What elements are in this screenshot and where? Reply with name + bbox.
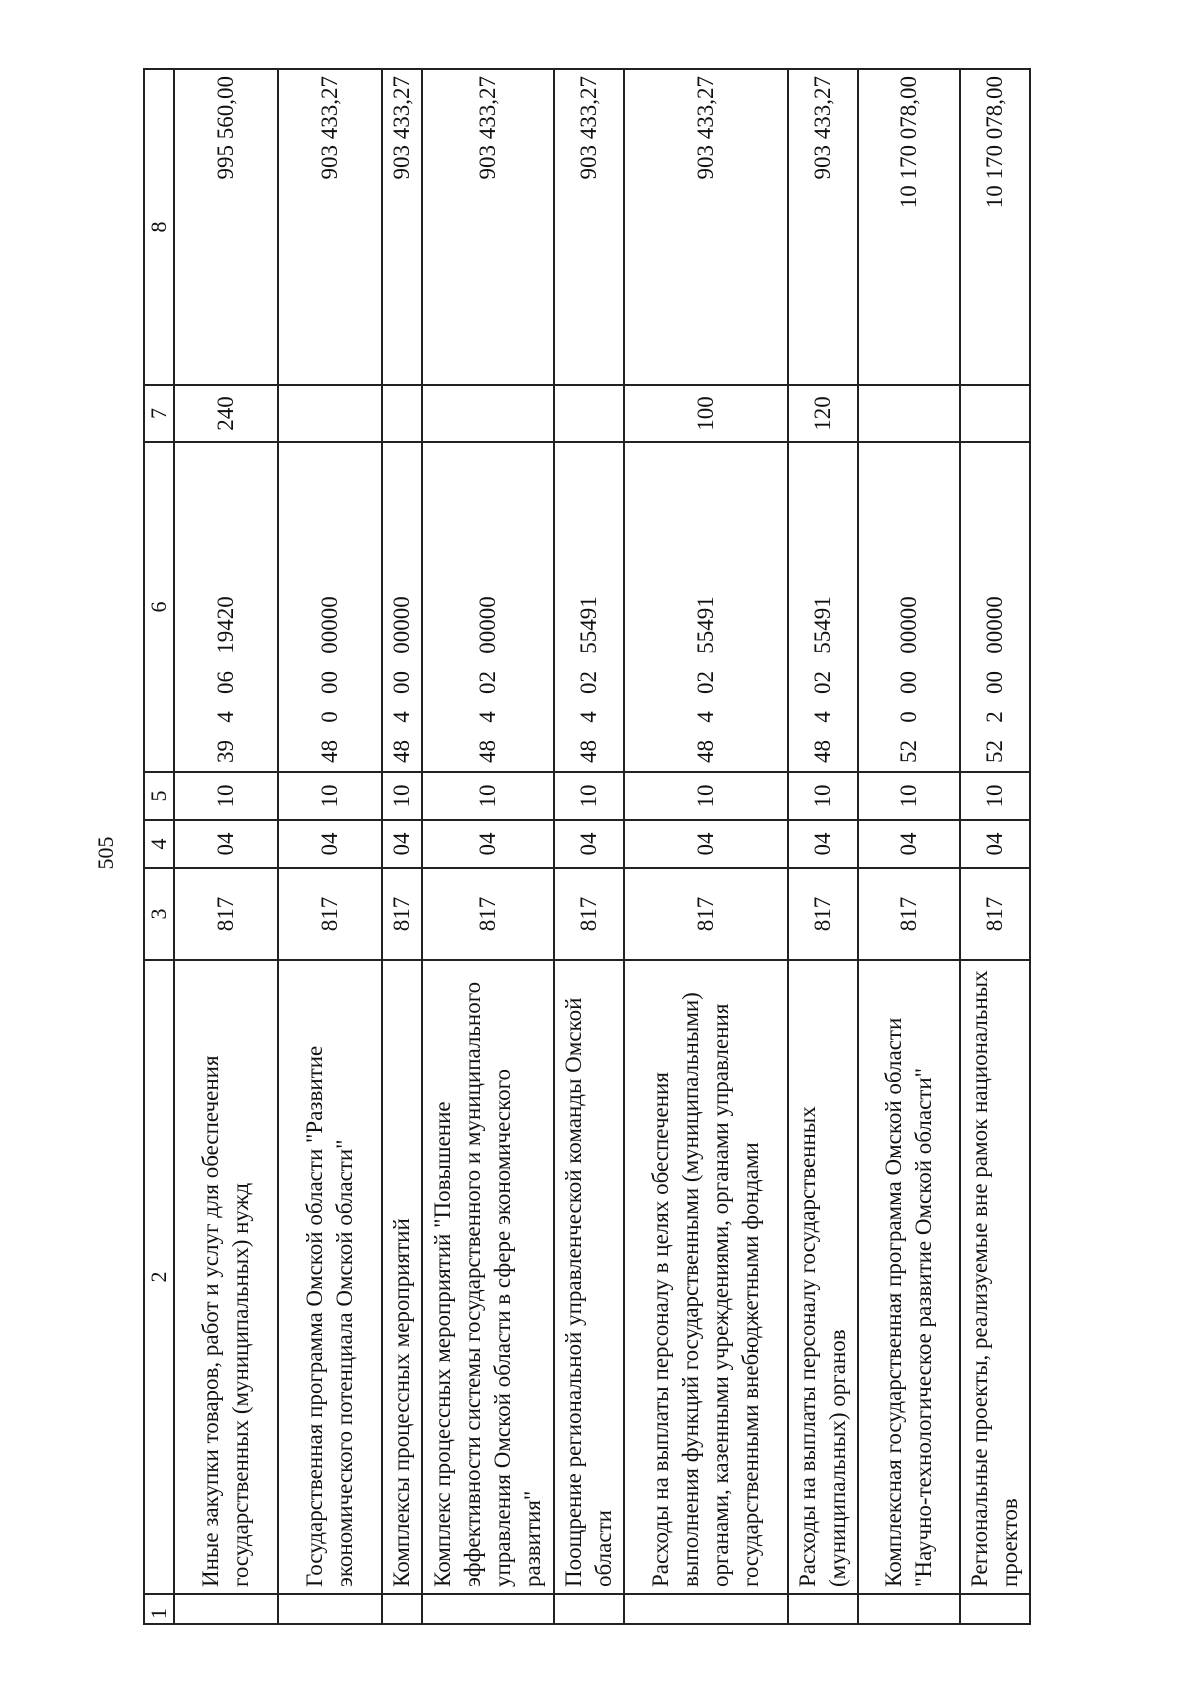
table-row <box>960 69 1030 1624</box>
subsection-code: 10 <box>382 772 422 820</box>
row-description: Расходы на выплаты персоналу в целях обеспечения выполнения функций государственными (муниципальными) органами, казенными учреждениями, органами управления государственными внебюджетными фондами <box>624 960 788 1594</box>
amount-value: 10 170 078,00 <box>858 69 960 385</box>
header-col-4: 4 <box>144 820 174 868</box>
target-article-code: 48 4 02 55491 <box>554 442 624 772</box>
table-row <box>278 69 382 1624</box>
header-col-6: 6 <box>144 442 174 772</box>
row-number-cell <box>382 1594 422 1624</box>
subsection-code: 10 <box>422 772 554 820</box>
row-number-cell <box>788 1594 858 1624</box>
ministry-code: 817 <box>960 868 1030 960</box>
amount-value: 995 560,00 <box>174 69 278 385</box>
expense-type-code: 240 <box>174 385 278 442</box>
expense-type-code <box>554 385 624 442</box>
target-article-code: 48 4 02 00000 <box>422 442 554 772</box>
target-article-code: 52 2 00 00000 <box>960 442 1030 772</box>
expense-type-code <box>382 385 422 442</box>
table-row <box>554 69 624 1624</box>
row-number-cell <box>422 1594 554 1624</box>
row-description: Иные закупки товаров, работ и услуг для обеспечения государственных (муниципальных) нужд <box>174 960 278 1594</box>
section-code: 04 <box>174 820 278 868</box>
header-col-7: 7 <box>144 385 174 442</box>
section-code: 04 <box>422 820 554 868</box>
amount-value: 903 433,27 <box>382 69 422 385</box>
expense-type-code <box>422 385 554 442</box>
amount-value: 903 433,27 <box>624 69 788 385</box>
row-number-cell <box>554 1594 624 1624</box>
ministry-code: 817 <box>624 868 788 960</box>
ministry-code: 817 <box>174 868 278 960</box>
subsection-code: 10 <box>624 772 788 820</box>
rotated-table-wrapper <box>143 70 1069 1625</box>
ministry-code: 817 <box>554 868 624 960</box>
header-col-1: 1 <box>144 1594 174 1624</box>
target-article-code: 48 4 02 55491 <box>624 442 788 772</box>
target-article-code: 48 4 00 00000 <box>382 442 422 772</box>
row-description: Комплексы процессных мероприятий <box>382 960 422 1594</box>
subsection-code: 10 <box>960 772 1030 820</box>
row-description: Государственная программа Омской области "Развитие экономического потенциала Омской области" <box>278 960 382 1594</box>
section-code: 04 <box>278 820 382 868</box>
table-row <box>788 69 858 1624</box>
amount-value: 903 433,27 <box>278 69 382 385</box>
row-number-cell <box>858 1594 960 1624</box>
row-description: Комплекс процессных мероприятий "Повышение эффективности системы государственного и муниципального управления Омской области в сфере экономического развития" <box>422 960 554 1594</box>
section-code: 04 <box>554 820 624 868</box>
row-number-cell <box>278 1594 382 1624</box>
amount-value: 903 433,27 <box>788 69 858 385</box>
ministry-code: 817 <box>278 868 382 960</box>
row-number-cell <box>174 1594 278 1624</box>
amount-value: 903 433,27 <box>554 69 624 385</box>
header-col-8: 8 <box>144 69 174 385</box>
section-code: 04 <box>960 820 1030 868</box>
table-row <box>858 69 960 1624</box>
row-description: Расходы на выплаты персоналу государственных (муниципальных) органов <box>788 960 858 1594</box>
ministry-code: 817 <box>788 868 858 960</box>
row-number-cell <box>960 1594 1030 1624</box>
target-article-code: 39 4 06 19420 <box>174 442 278 772</box>
amount-value: 903 433,27 <box>422 69 554 385</box>
subsection-code: 10 <box>174 772 278 820</box>
section-code: 04 <box>382 820 422 868</box>
expense-type-code: 120 <box>788 385 858 442</box>
subsection-code: 10 <box>278 772 382 820</box>
expense-type-code: 100 <box>624 385 788 442</box>
subsection-code: 10 <box>858 772 960 820</box>
row-description: Поощрение региональной управленческой команды Омской области <box>554 960 624 1594</box>
header-row <box>144 69 174 1624</box>
subsection-code: 10 <box>554 772 624 820</box>
amount-value: 10 170 078,00 <box>960 69 1030 385</box>
row-description: Региональные проекты, реализуемые вне рамок национальных проектов <box>960 960 1030 1594</box>
expense-type-code <box>858 385 960 442</box>
section-code: 04 <box>624 820 788 868</box>
header-col-3: 3 <box>144 868 174 960</box>
expense-type-code <box>278 385 382 442</box>
header-col-5: 5 <box>144 772 174 820</box>
table-row <box>382 69 422 1624</box>
ministry-code: 817 <box>422 868 554 960</box>
target-article-code: 48 4 02 55491 <box>788 442 858 772</box>
section-code: 04 <box>788 820 858 868</box>
target-article-code: 52 0 00 00000 <box>858 442 960 772</box>
row-description: Комплексная государственная программа Омской области "Научно-технологическое развитие Омской области" <box>858 960 960 1594</box>
table-row <box>624 69 788 1624</box>
subsection-code: 10 <box>788 772 858 820</box>
table-row <box>174 69 278 1624</box>
page-number: 505 <box>93 836 118 870</box>
table-row <box>422 69 554 1624</box>
budget-table <box>143 68 1031 1625</box>
table-area <box>143 70 1069 1625</box>
expense-type-code <box>960 385 1030 442</box>
target-article-code: 48 0 00 00000 <box>278 442 382 772</box>
header-col-2: 2 <box>144 960 174 1594</box>
section-code: 04 <box>858 820 960 868</box>
ministry-code: 817 <box>858 868 960 960</box>
row-number-cell <box>624 1594 788 1624</box>
ministry-code: 817 <box>382 868 422 960</box>
